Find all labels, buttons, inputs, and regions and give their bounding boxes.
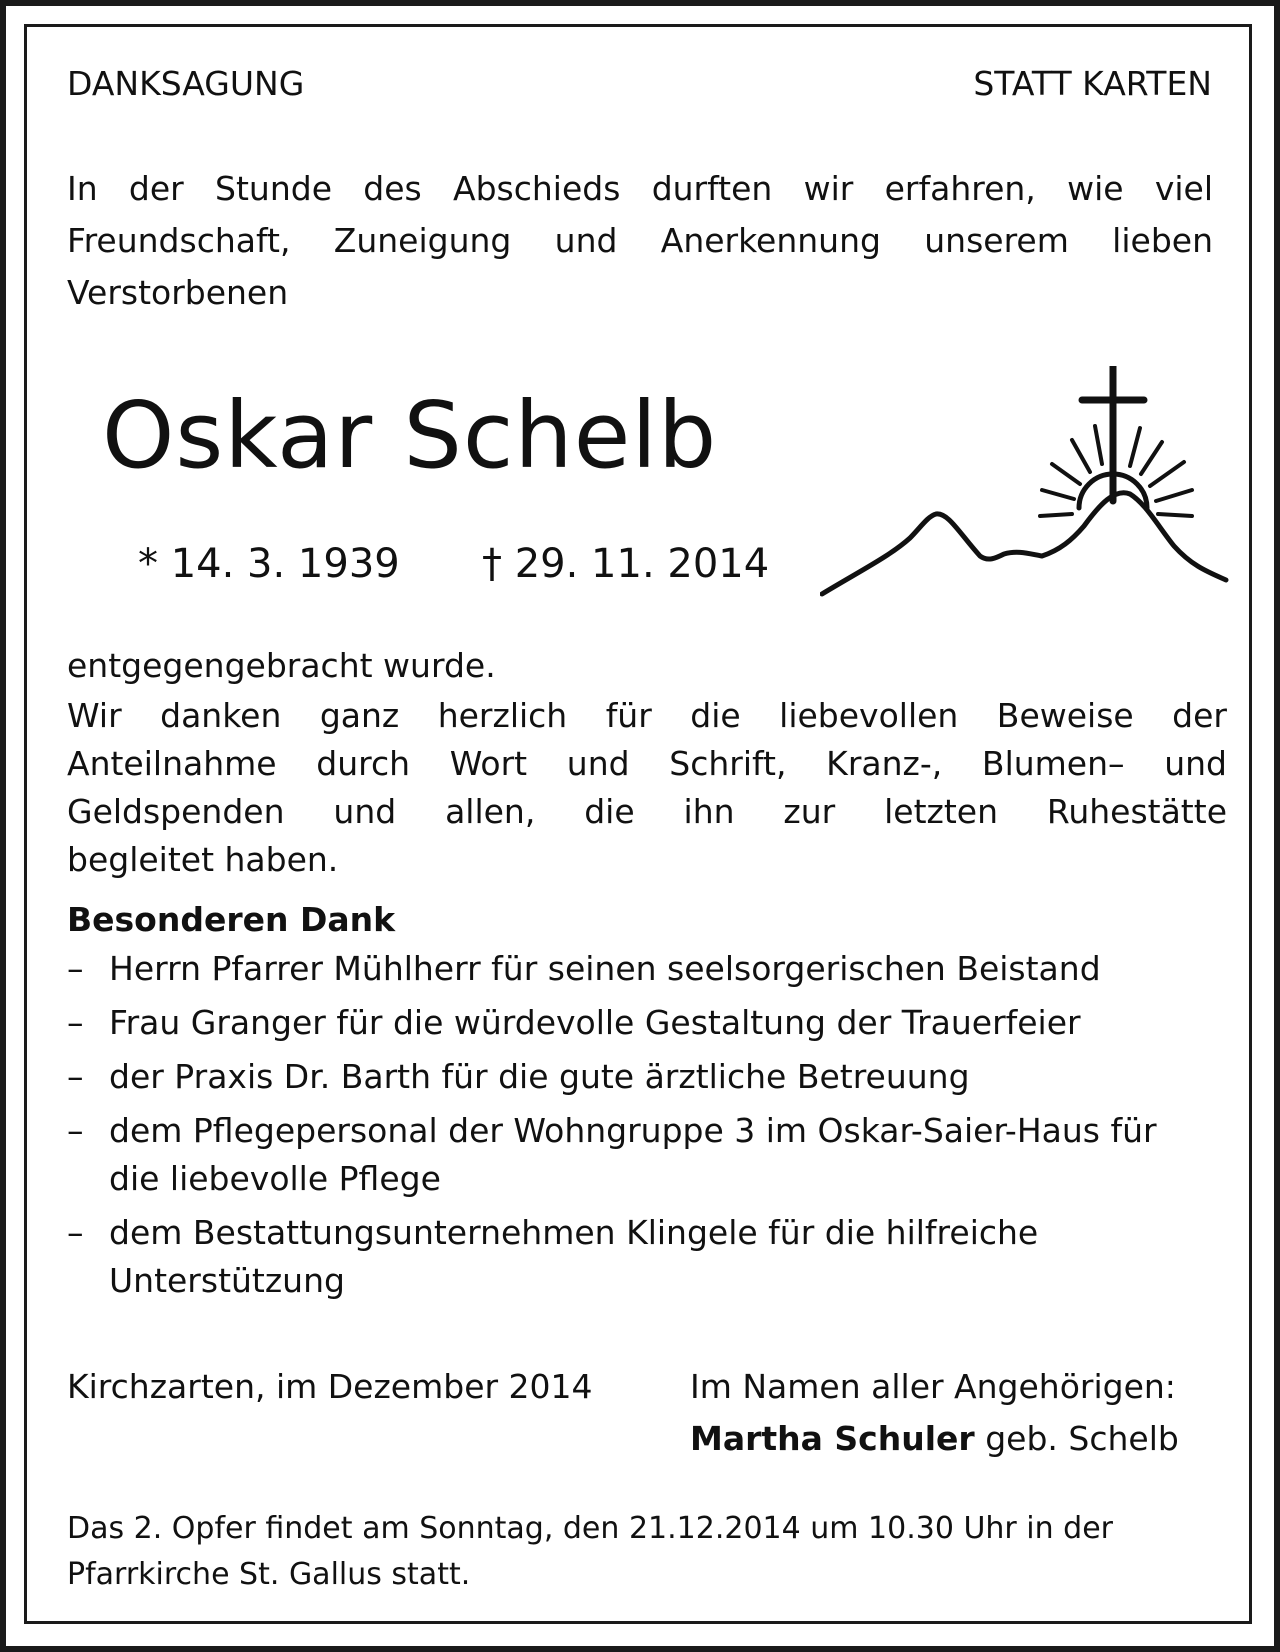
deceased-name: Oskar Schelb xyxy=(102,382,718,489)
header-danksagung: DANKSAGUNG xyxy=(67,64,305,103)
intro-line-2: Freundschaft, Zuneigung und Anerkennung unserem lieben xyxy=(67,221,1213,260)
list-item xyxy=(67,1053,1217,1101)
birth-date: * 14. 3. 1939 xyxy=(138,541,400,587)
thanks-line-1: Wir danken ganz herzlich für die liebevollen Beweise der xyxy=(67,696,1227,735)
place-date: Kirchzarten, im Dezember 2014 xyxy=(67,1367,593,1406)
on-behalf-text: Im Namen aller Angehörigen: xyxy=(690,1367,1176,1406)
list-item-text: dem Pflegepersonal der Wohngruppe 3 im Oskar-Saier-Haus für die liebevolle Pflege xyxy=(109,1111,1157,1198)
list-item xyxy=(67,1209,1109,1305)
signer-suffix: geb. Schelb xyxy=(985,1419,1179,1458)
list-item-text: dem Bestattungsunternehmen Klingele für die hilfreiche Unterstützung xyxy=(109,1213,1039,1300)
header-statt-karten: STATT KARTEN xyxy=(973,64,1212,103)
list-dash: – xyxy=(67,1003,84,1042)
cross-sun-mountain-icon xyxy=(820,366,1230,600)
signer xyxy=(690,1413,1179,1465)
thanks-line-3: Geldspenden und allen, die ihn zur letzten Ruhestätte xyxy=(67,792,1227,831)
intro-line-3: Verstorbenen xyxy=(67,273,289,312)
list-item-text: Herrn Pfarrer Mühlherr für seinen seelsorgerischen Beistand xyxy=(109,949,1101,988)
list-item-text: der Praxis Dr. Barth für die gute ärztliche Betreuung xyxy=(109,1057,970,1096)
special-thanks-heading: Besonderen Dank xyxy=(67,900,396,939)
after-name-text: entgegengebracht wurde. xyxy=(67,646,496,685)
list-dash: – xyxy=(67,1057,84,1096)
thanks-line-2: Anteilnahme durch Wort und Schrift, Kranz-, Blumen– und xyxy=(67,744,1227,783)
signer-name: Martha Schuler xyxy=(690,1419,975,1458)
list-item xyxy=(67,999,1217,1047)
list-item xyxy=(67,1107,1189,1203)
death-date: † 29. 11. 2014 xyxy=(482,541,770,587)
footer-line-1: Das 2. Opfer findet am Sonntag, den 21.12.2014 um 10.30 Uhr in der xyxy=(67,1511,1114,1546)
list-item-text: Frau Granger für die würdevolle Gestaltung der Trauerfeier xyxy=(109,1003,1081,1042)
special-thanks-list xyxy=(67,945,1217,1311)
intro-line-1: In der Stunde des Abschieds durften wir erfahren, wie viel xyxy=(67,169,1213,208)
footer-line-2: Pfarrkirche St. Gallus statt. xyxy=(67,1557,471,1592)
list-item xyxy=(67,945,1217,993)
thanks-line-4: begleitet haben. xyxy=(67,840,339,879)
list-dash: – xyxy=(67,1111,84,1150)
list-dash: – xyxy=(67,949,84,988)
list-dash: – xyxy=(67,1213,84,1252)
